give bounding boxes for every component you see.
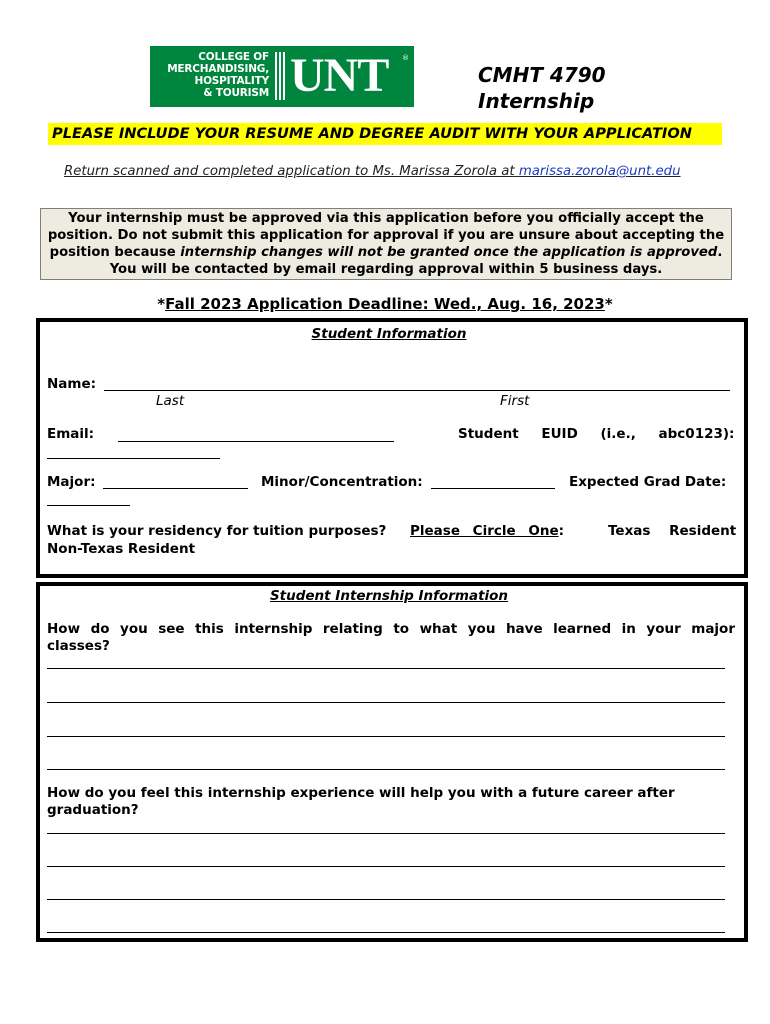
notice-part-1: Your internship must be approved via this application before you officially accept the position. Do not submit this application for approval if you are unsure about accepting the position because [47, 211, 725, 260]
minor-label: Minor/Concentration: [261, 474, 423, 490]
application-deadline [40, 295, 730, 313]
answer-line[interactable] [47, 932, 725, 933]
euid-label: Student EUID (i.e., abc0123): [458, 426, 735, 442]
deadline-star-close: * [604, 295, 613, 313]
notice-part-2: . You will be contacted by email regarding approval within 5 business days. [109, 245, 723, 277]
last-name-caption: Last [156, 393, 185, 409]
banner-text: PLEASE INCLUDE YOUR RESUME AND DEGREE AUDIT WITH YOUR APPLICATION [52, 125, 692, 142]
course-title: CMHT 4790 Internship [478, 63, 606, 113]
answer-line[interactable] [47, 866, 725, 867]
answer-line[interactable] [47, 668, 725, 669]
unt-college-logo [150, 46, 414, 107]
return-prefix: Return scanned and completed application to Ms. Marissa Zorola at [64, 164, 515, 179]
answer-line[interactable] [47, 702, 725, 703]
grad-date-label: Expected Grad Date: [569, 474, 727, 490]
first-name-caption: First [500, 393, 530, 409]
answer-line[interactable] [47, 736, 725, 737]
email-label: Email: [47, 426, 95, 442]
college-name [157, 51, 269, 99]
circle-one-text: Please Circle One [410, 523, 559, 539]
name-label: Name: [47, 376, 97, 392]
contact-email-link[interactable]: marissa.zorola@unt.edu [518, 164, 681, 179]
name-input-line[interactable] [104, 390, 730, 391]
college-line-1: COLLEGE OF [198, 51, 269, 63]
circle-one-instruction [410, 523, 564, 539]
major-input-line[interactable] [103, 488, 248, 489]
question-future-career: How do you feel this internship experience will help you with a future career after graduation? [47, 785, 675, 818]
internship-information-title: Student Internship Information [269, 588, 509, 604]
return-instructions [64, 164, 681, 179]
notice-emphasis: internship changes will not be granted once the application is approved [180, 245, 718, 260]
option-non-texas-resident[interactable]: Non-Texas Resident [47, 541, 196, 557]
student-information-section [36, 318, 748, 578]
unt-wordmark: UNT [290, 49, 389, 102]
notice-text [44, 210, 728, 278]
deadline-text: Fall 2023 Application Deadline: Wed., Aug. 16, 2023 [165, 295, 605, 313]
option-texas-resident[interactable]: Texas Resident [608, 523, 737, 539]
college-line-2: MERCHANDISING, [167, 63, 269, 75]
circle-one-colon: : [558, 523, 565, 539]
deadline-star-open: * [157, 295, 166, 313]
major-label: Major: [47, 474, 96, 490]
college-line-3: HOSPITALITY [194, 75, 269, 87]
question-major-relation: How do you see this internship relating to what you have learned in your major classes? [47, 621, 735, 654]
logo-divider-icon [274, 52, 288, 100]
answer-line[interactable] [47, 833, 725, 834]
residency-question: What is your residency for tuition purposes? [47, 523, 387, 539]
email-input-line[interactable] [118, 441, 394, 442]
euid-input-line[interactable] [47, 458, 220, 459]
answer-line[interactable] [47, 899, 725, 900]
registered-mark: ® [402, 54, 409, 62]
minor-input-line[interactable] [431, 488, 555, 489]
grad-date-input-line[interactable] [47, 505, 130, 506]
student-information-title: Student Information [311, 326, 467, 342]
college-line-4: & TOURISM [203, 87, 269, 99]
answer-line[interactable] [47, 769, 725, 770]
